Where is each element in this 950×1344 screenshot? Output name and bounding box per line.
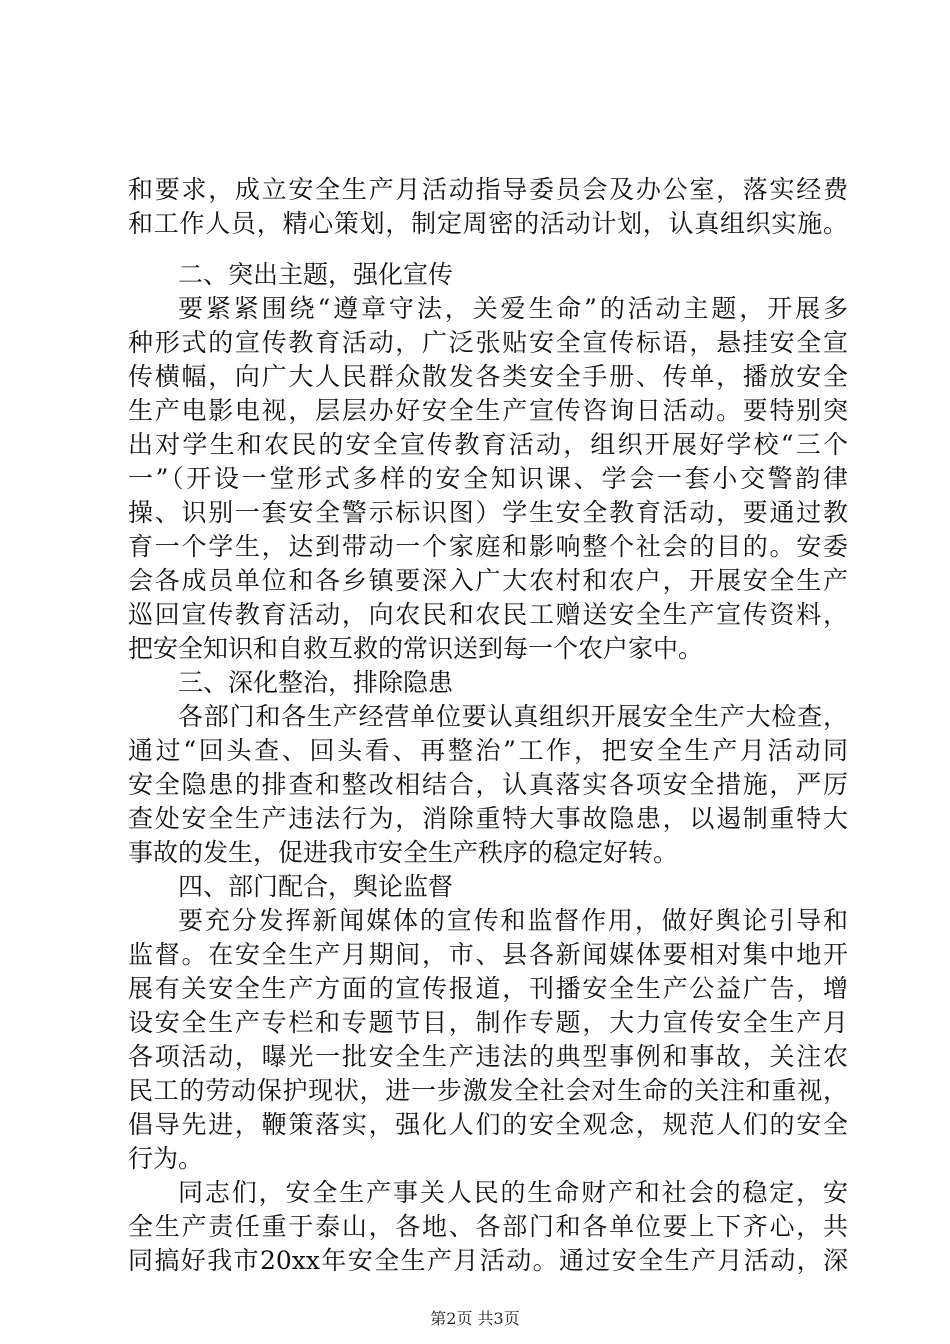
body-text-line: 传横幅，向广大人民群众散发各类安全手册、传单，播放安全 bbox=[128, 362, 848, 391]
body-text-line: 把安全知识和自救互救的常识送到每一个农户家中。 bbox=[128, 634, 704, 663]
body-text-line: 和要求，成立安全生产月活动指导委员会及办公室，落实经费 bbox=[128, 175, 848, 204]
page-number-footer: 第2页 共3页 bbox=[430, 1309, 520, 1328]
body-text-line: 和工作人员，精心策划，制定周密的活动计划，认真组织实施。 bbox=[128, 209, 848, 238]
body-text-line: 安全隐患的排查和整改相结合，认真落实各项安全措施，严厉 bbox=[128, 770, 848, 799]
body-text-line: 查处安全生产违法行为，消除重特大事故隐患，以遏制重特大 bbox=[128, 804, 848, 833]
section-heading: 四、部门配合，舆论监督 bbox=[178, 872, 454, 901]
body-text-line: 民工的劳动保护现状，进一步激发全社会对生命的关注和重视， bbox=[128, 1076, 848, 1105]
body-text-line: 行为。 bbox=[128, 1144, 204, 1173]
section-heading: 二、突出主题，强化宣传 bbox=[178, 260, 454, 289]
body-text-line: 同搞好我市20xx年安全生产月活动。通过安全生产月活动，深 bbox=[128, 1246, 848, 1275]
body-text-line: 各项活动，曝光一批安全生产违法的典型事例和事故，关注农 bbox=[128, 1042, 848, 1071]
body-text-line: 出对学生和农民的安全宣传教育活动，组织开展好学校“三个 bbox=[128, 430, 848, 459]
body-text-line: 生产电影电视，层层办好安全生产宣传咨询日活动。要特别突 bbox=[128, 396, 848, 425]
body-text-line: 设安全生产专栏和专题节目，制作专题，大力宣传安全生产月 bbox=[128, 1008, 848, 1037]
body-text-line: 展有关安全生产方面的宣传报道，刊播安全生产公益广告，增 bbox=[128, 974, 848, 1003]
body-text-line: 同志们，安全生产事关人民的生命财产和社会的稳定，安 bbox=[178, 1178, 848, 1207]
body-text-line: 通过“回头查、回头看、再整治”工作，把安全生产月活动同 bbox=[128, 736, 848, 765]
body-text-line: 育一个学生，达到带动一个家庭和影响整个社会的目的。安委 bbox=[128, 532, 848, 561]
body-text-line: 全生产责任重于泰山，各地、各部门和各单位要上下齐心，共 bbox=[128, 1212, 848, 1241]
body-text-line: 倡导先进，鞭策落实，强化人们的安全观念，规范人们的安全 bbox=[128, 1110, 848, 1139]
body-text-line: 要紧紧围绕“遵章守法，关爱生命”的活动主题，开展多 bbox=[178, 294, 848, 323]
body-text-line: 一”（开设一堂形式多样的安全知识课、学会一套小交警韵律 bbox=[128, 464, 848, 493]
body-text-line: 监督。在安全生产月期间，市、县各新闻媒体要相对集中地开 bbox=[128, 940, 848, 969]
body-text-line: 种形式的宣传教育活动，广泛张贴安全宣传标语，悬挂安全宣 bbox=[128, 328, 848, 357]
body-text-line: 操、识别一套安全警示标识图）学生安全教育活动，要通过教 bbox=[128, 498, 848, 527]
section-heading: 三、深化整治，排除隐患 bbox=[178, 668, 454, 697]
body-text-line: 事故的发生，促进我市安全生产秩序的稳定好转。 bbox=[128, 838, 679, 867]
body-text-line: 各部门和各生产经营单位要认真组织开展安全生产大检查， bbox=[178, 702, 848, 731]
body-text-line: 要充分发挥新闻媒体的宣传和监督作用，做好舆论引导和 bbox=[178, 906, 848, 935]
body-text-line: 巡回宣传教育活动，向农民和农民工赠送安全生产宣传资料， bbox=[128, 600, 848, 629]
body-text-line: 会各成员单位和各乡镇要深入广大农村和农户，开展安全生产 bbox=[128, 566, 848, 595]
